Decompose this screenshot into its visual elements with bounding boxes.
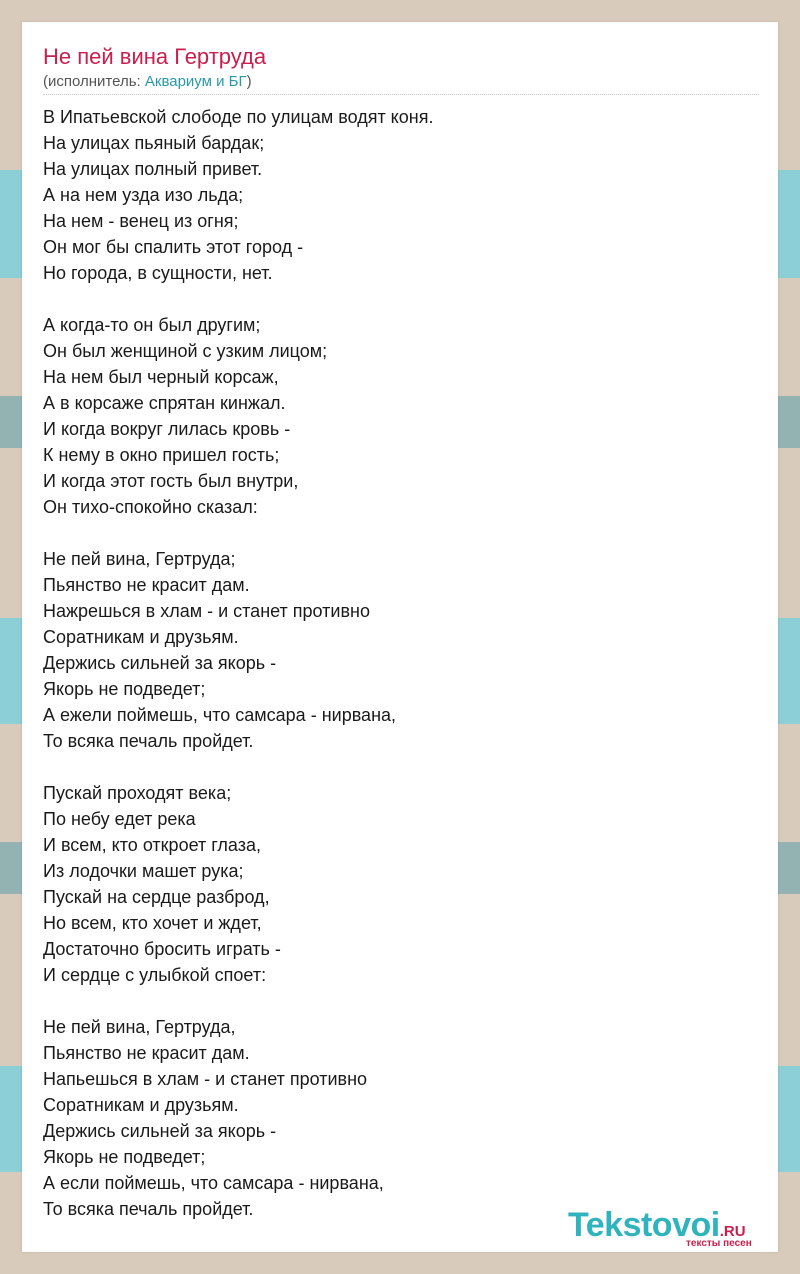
site-logo[interactable]: [568, 1206, 778, 1252]
lyric-line: На улицах полный привет.: [43, 159, 263, 179]
lyrics-card: [22, 22, 778, 1252]
lyric-line: Нажрешься в хлам - и станет противно: [43, 601, 370, 621]
stanza: [43, 1014, 759, 1222]
lyric-line: Он был женщиной с узким лицом;: [43, 341, 328, 361]
logo-name: Tekstovoi: [568, 1206, 720, 1244]
lyric-line: Держись сильней за якорь -: [43, 653, 277, 673]
lyric-line: Пускай проходят века;: [43, 783, 232, 803]
lyric-line: Из лодочки машет рука;: [43, 861, 244, 881]
byline-prefix: (исполнитель:: [43, 73, 145, 90]
lyric-line: Пускай на сердце разброд,: [43, 887, 270, 907]
lyric-line: Не пей вина, Гертруда;: [43, 549, 236, 569]
lyric-line: Он тихо-спокойно сказал:: [43, 497, 258, 517]
lyric-line: То всяка печаль пройдет.: [43, 1199, 254, 1219]
stanza: [43, 104, 759, 286]
lyric-line: Якорь не подведет;: [43, 679, 206, 699]
lyric-line: Достаточно бросить играть -: [43, 939, 281, 959]
lyric-line: Но города, в сущности, нет.: [43, 263, 273, 283]
lyric-line: Напьешься в хлам - и станет противно: [43, 1069, 368, 1089]
lyric-line: На нем - венец из огня;: [43, 211, 239, 231]
lyric-line: Он мог бы спалить этот город -: [43, 237, 304, 257]
lyric-line: А когда-то он был другим;: [43, 315, 261, 335]
stanza: [43, 546, 759, 754]
lyric-line: Соратникам и друзьям.: [43, 627, 239, 647]
lyric-line: И всем, кто откроет глаза,: [43, 835, 261, 855]
artist-link[interactable]: Аквариум и БГ: [144, 73, 247, 90]
lyric-line: И сердце с улыбкой споет:: [43, 965, 267, 985]
logo-tld: .RU: [719, 1223, 746, 1240]
lyric-line: А ежели поймешь, что самсара - нирвана,: [43, 705, 397, 725]
lyric-line: А в корсаже спрятан кинжал.: [43, 393, 286, 413]
lyric-line: Держись сильней за якорь -: [43, 1121, 277, 1141]
lyrics-text: [43, 104, 759, 1248]
lyric-line: На улицах пьяный бардак;: [43, 133, 265, 153]
title-divider: [43, 94, 759, 95]
stanza: [43, 312, 759, 520]
lyric-line: Но всем, кто хочет и ждет,: [43, 913, 262, 933]
lyric-line: К нему в окно пришел гость;: [43, 445, 280, 465]
logo-tagline: тексты песен: [686, 1238, 752, 1249]
lyric-line: По небу едет река: [43, 809, 196, 829]
lyric-line: Не пей вина, Гертруда,: [43, 1017, 236, 1037]
stanza: [43, 780, 759, 988]
lyric-line: На нем был черный корсаж,: [43, 367, 279, 387]
lyric-line: То всяка печаль пройдет.: [43, 731, 254, 751]
byline-suffix: ): [246, 73, 252, 90]
lyric-line: Соратникам и друзьям.: [43, 1095, 239, 1115]
lyric-line: Пьянство не красит дам.: [43, 1043, 250, 1063]
lyric-line: Якорь не подведет;: [43, 1147, 206, 1167]
lyric-line: И когда вокруг лилась кровь -: [43, 419, 291, 439]
song-title: Не пей вина Гертруда: [43, 44, 267, 69]
lyric-line: И когда этот гость был внутри,: [43, 471, 299, 491]
lyric-line: В Ипатьевской слободе по улицам водят коня.: [43, 107, 434, 127]
lyric-line: А если поймешь, что самсара - нирвана,: [43, 1173, 384, 1193]
lyric-line: А на нем узда изо льда;: [43, 185, 244, 205]
performer-byline: [43, 73, 252, 90]
lyric-line: Пьянство не красит дам.: [43, 575, 250, 595]
